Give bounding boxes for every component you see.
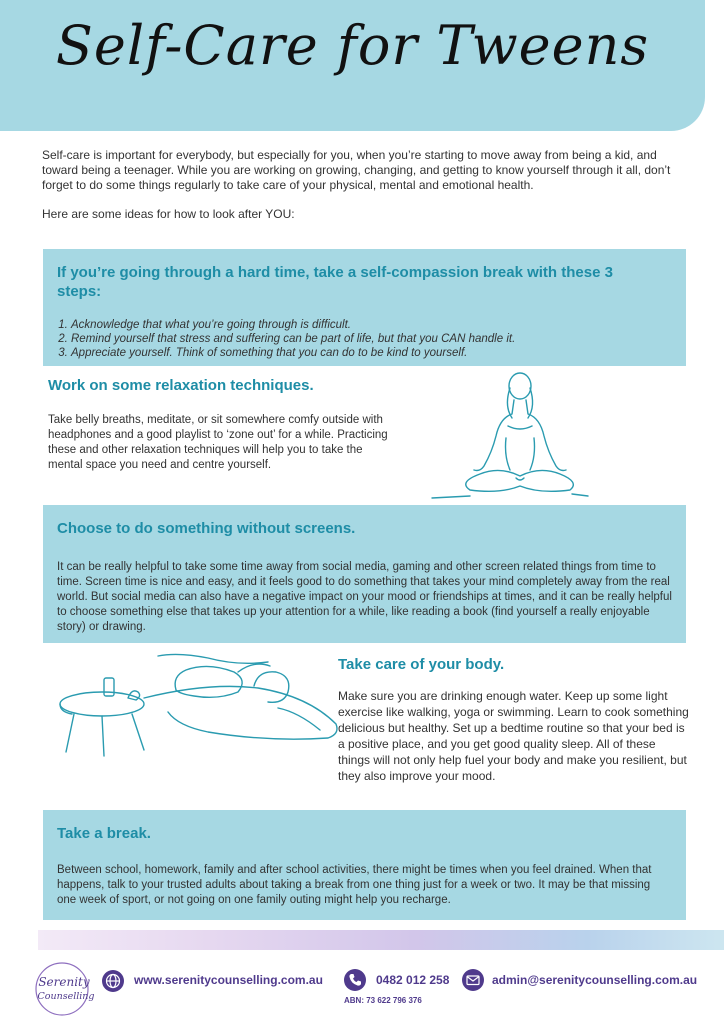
relaxation-heading: Work on some relaxation techniques. (48, 377, 314, 394)
phone-icon (344, 969, 366, 991)
screens-heading: Choose to do something without screens. (57, 520, 356, 537)
footer (0, 953, 724, 1024)
globe-icon (102, 970, 124, 992)
header-banner (0, 0, 705, 131)
body-care-heading: Take care of your body. (338, 656, 505, 673)
svg-text:Serenity: Serenity (38, 975, 90, 989)
relaxation-body: Take belly breaths, meditate, or sit somewhere comfy outside with headphones and a good playlist to ‘zone out’ for a while. Practicing these and other relaxation techniques will help you to take the mental space you need and centre yourself. (48, 414, 388, 471)
meditation-illustration (430, 366, 590, 500)
screens-box (43, 505, 686, 643)
decorative-band (38, 930, 724, 950)
break-heading: Take a break. (57, 825, 151, 842)
self-compassion-steps (57, 318, 672, 360)
step-item: 2. Remind yourself that stress and suffering can be part of life, but that you CAN handle it. (71, 332, 672, 346)
self-compassion-heading: If you’re going through a hard time, take a self-compassion break with these 3 steps: (57, 264, 613, 300)
screens-body: It can be really helpful to take some time away from social media, gaming and other screen related things from time to time. Screen time is nice and easy, and it feels good to do something that takes your mind completely away from the real world. But social media can also have a negative impact on your mood or friendships at times, and it can be really helpful to choose something else that takes up your attention for a while, like reading a book (find yourself a really enjoyable story) or drawing. (57, 561, 672, 633)
intro (42, 148, 692, 222)
phone-link[interactable]: 0482 012 258 (376, 973, 450, 987)
body-care-body: Make sure you are drinking enough water. Keep up some light exercise like walking, yoga or swimming. Learn to cook something delicious but healthy. Set up a bedtime routine so that your bed is a positive place, and you get good quality sleep. All of these things will not only help fuel your body and make you resilient, but they also improve your mood. (338, 689, 689, 783)
svg-text:Counselling: Counselling (37, 991, 95, 1002)
mail-icon (462, 969, 484, 991)
intro-paragraph: Self-care is important for everybody, but especially for you, when you’re starting to move away from being a kid, and toward being a teenager. While you are working on growing, changing, and getting to know yourself through it all, don’t forget to do some things regularly to take care of your physical, mental and emotional health. (42, 148, 671, 192)
page-title: Self-Care for Tweens (55, 14, 650, 77)
abn-number: ABN: 73 622 796 376 (344, 996, 422, 1005)
relaxation-section (48, 376, 388, 473)
serenity-logo (28, 959, 100, 1019)
self-compassion-box (43, 249, 686, 366)
step-item: 3. Appreciate yourself. Think of something that you can do to be kind to yourself. (71, 346, 672, 360)
break-box (43, 810, 686, 920)
email-link[interactable]: admin@serenitycounselling.com.au (492, 973, 698, 987)
break-body: Between school, homework, family and after school activities, there might be times when you feel drained. When that happens, talk to your trusted adults about taking a break from one thing just for a week or two. It may be that missing one week of sport, or not going on one family outing might help you recharge. (57, 864, 652, 906)
body-care-section (338, 655, 690, 784)
step-item: 1. Acknowledge that what you’re going through is difficult. (71, 318, 672, 332)
intro-ideas: Here are some ideas for how to look after YOU: (42, 207, 295, 221)
relaxing-illustration (58, 652, 340, 760)
website-link[interactable]: www.serenitycounselling.com.au (134, 973, 323, 987)
